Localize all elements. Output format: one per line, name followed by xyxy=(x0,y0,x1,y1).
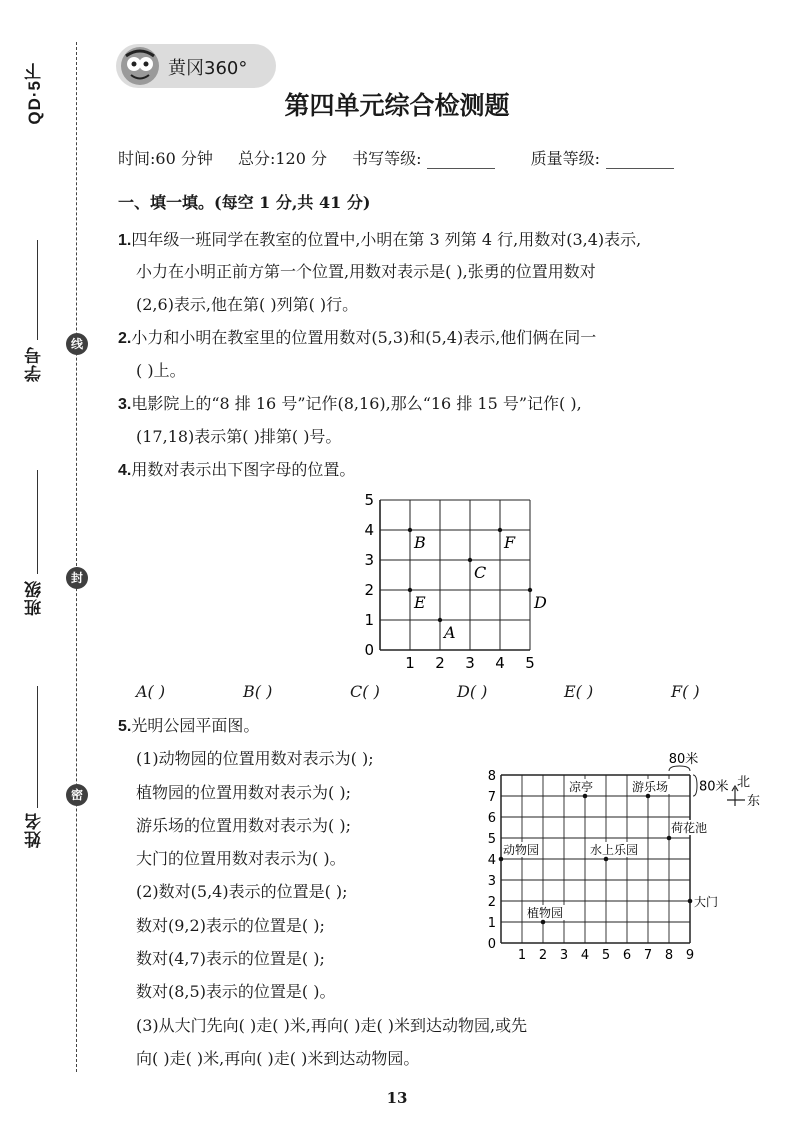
y-tick-label: 2 xyxy=(364,581,374,599)
x-tick-label: 6 xyxy=(622,948,632,963)
place-point xyxy=(541,920,546,925)
place-label: 游乐场 xyxy=(632,780,669,794)
x-tick-label: 9 xyxy=(685,948,695,963)
section-heading: 一、填一填。(每空 1 分,共 41 分) xyxy=(118,193,371,212)
q5-line: 大门的位置用数对表示为( )。 xyxy=(136,849,346,868)
letter-answers-row xyxy=(136,682,778,701)
point-label: D xyxy=(534,593,547,612)
writing-grade-label: 书写等级: xyxy=(352,149,422,168)
point-d xyxy=(528,588,532,592)
q5-line: 游乐场的位置用数对表示为( ); xyxy=(136,816,351,835)
point-f xyxy=(498,528,502,532)
question-text: 小力和小明在教室里的位置用数对(5,3)和(5,4)表示,他们俩在同一 xyxy=(131,328,597,347)
binding-dashed-line xyxy=(76,42,77,1072)
scale-x-label: 80米 xyxy=(668,752,699,767)
quality-grade-blank[interactable] xyxy=(606,168,674,169)
name-label: 姓名 xyxy=(25,812,45,848)
point-e xyxy=(408,588,412,592)
compass-north-label: 北 xyxy=(737,775,751,790)
student-no-label: 学号 xyxy=(25,346,45,382)
point-label: C xyxy=(474,563,487,582)
x-tick-label: 3 xyxy=(559,948,569,963)
seal-secret-marker: 密 xyxy=(66,784,88,806)
q5-line: 向( )走( )米,再向( )走( )米到达动物园。 xyxy=(136,1049,420,1068)
exam-meta-row xyxy=(118,146,680,169)
y-tick-label: 3 xyxy=(364,551,374,569)
name-blank xyxy=(37,686,38,808)
question-text: 光明公园平面图。 xyxy=(131,716,260,735)
q5-line: 数对(8,5)表示的位置是( )。 xyxy=(136,982,336,1001)
answer-c: C( ) xyxy=(350,682,380,701)
class-blank xyxy=(37,470,38,574)
question-3 xyxy=(118,394,582,415)
writing-grade-blank[interactable] xyxy=(427,168,495,169)
place-label: 凉亭 xyxy=(569,780,594,794)
seal-seal-marker: 封 xyxy=(66,567,88,589)
y-tick-label: 5 xyxy=(364,492,374,509)
point-label: A xyxy=(444,623,456,642)
question-text: 电影院上的“8 排 16 号”记作(8,16),那么“16 排 15 号”记作( ), xyxy=(131,394,582,413)
y-tick-label: 2 xyxy=(487,895,496,910)
q5-line: 数对(4,7)表示的位置是( ); xyxy=(136,949,325,968)
mascot-logo-icon xyxy=(118,44,162,88)
q5-line: 数对(9,2)表示的位置是( ); xyxy=(136,916,325,935)
y-tick-label: 1 xyxy=(487,916,496,931)
answer-a: A( ) xyxy=(136,682,166,701)
page-number: 13 xyxy=(386,1089,408,1107)
question-number: 1. xyxy=(118,232,132,249)
question-4 xyxy=(118,460,355,481)
place-label: 水上乐园 xyxy=(590,843,639,857)
y-tick-label: 7 xyxy=(487,790,496,805)
question-1 xyxy=(118,230,641,251)
q5-line: (1)动物园的位置用数对表示为( ); xyxy=(136,749,374,768)
point-label: F xyxy=(504,533,516,552)
place-point xyxy=(646,794,651,799)
question-text: 四年级一班同学在教室的位置中,小明在第 3 列第 4 行,用数对(3,4)表示, xyxy=(131,230,642,249)
question-5 xyxy=(118,716,259,737)
question-text: ( )上。 xyxy=(136,361,186,380)
answer-e: E( ) xyxy=(564,682,594,701)
point-label: E xyxy=(414,593,426,612)
x-tick-label: 8 xyxy=(664,948,674,963)
x-tick-label: 4 xyxy=(495,654,505,672)
x-tick-label: 3 xyxy=(465,654,475,672)
time-limit: 时间:60 分钟 xyxy=(118,149,213,168)
q5-line: (2)数对(5,4)表示的位置是( ); xyxy=(136,882,348,901)
y-tick-label: 5 xyxy=(487,832,496,847)
x-tick-label: 7 xyxy=(643,948,653,963)
answer-d: D( ) xyxy=(457,682,488,701)
question-2 xyxy=(118,328,596,349)
park-map-chart xyxy=(480,750,774,965)
class-label: 班级 xyxy=(25,580,45,616)
place-point xyxy=(667,836,672,841)
question-text: (2,6)表示,他在第( )列第( )行。 xyxy=(136,295,359,314)
place-point xyxy=(604,857,609,862)
scale-brace-vertical xyxy=(693,775,697,796)
x-tick-label: 2 xyxy=(435,654,445,672)
y-tick-label: 6 xyxy=(487,811,496,826)
point-b xyxy=(408,528,412,532)
badge-text: 黄冈360° xyxy=(168,58,248,79)
page-title: 第四单元综合检测题 xyxy=(284,91,510,120)
point-label: B xyxy=(414,533,426,552)
place-label: 植物园 xyxy=(527,906,564,920)
place-label: 荷花池 xyxy=(671,821,708,835)
place-point xyxy=(688,899,693,904)
y-tick-label: 1 xyxy=(364,611,374,629)
letter-grid-chart xyxy=(360,492,560,672)
question-number: 5. xyxy=(118,718,132,735)
place-point xyxy=(583,794,588,799)
y-tick-label: 8 xyxy=(487,769,496,784)
y-tick-label: 0 xyxy=(364,641,374,659)
q5-line: 植物园的位置用数对表示为( ); xyxy=(136,783,351,802)
total-score: 总分:120 分 xyxy=(237,149,327,168)
point-a xyxy=(438,618,442,622)
place-label: 大门 xyxy=(694,895,719,909)
place-point xyxy=(499,857,504,862)
y-tick-label: 0 xyxy=(487,937,496,952)
place-label: 动物园 xyxy=(503,843,540,857)
compass-east-label: 东 xyxy=(747,794,761,809)
y-tick-label: 3 xyxy=(487,874,496,889)
question-number: 3. xyxy=(118,396,132,413)
quality-grade-label: 质量等级: xyxy=(530,149,600,168)
question-number: 2. xyxy=(118,330,132,347)
question-text: 用数对表示出下图字母的位置。 xyxy=(131,460,356,479)
x-tick-label: 5 xyxy=(601,948,611,963)
x-tick-label: 1 xyxy=(405,654,415,672)
q5-line: (3)从大门先向( )走( )米,再向( )走( )米到达动物园,或先 xyxy=(136,1016,528,1035)
y-tick-label: 4 xyxy=(364,521,374,539)
x-tick-label: 1 xyxy=(517,948,527,963)
edition-code: QD·5下 xyxy=(25,62,44,125)
scale-y-label: 80米 xyxy=(699,779,729,795)
x-tick-label: 5 xyxy=(525,654,535,672)
question-text: (17,18)表示第( )排第( )号。 xyxy=(136,427,342,446)
x-tick-label: 4 xyxy=(580,948,590,963)
answer-b: B( ) xyxy=(243,682,273,701)
x-tick-label: 2 xyxy=(538,948,548,963)
seal-line-marker: 线 xyxy=(66,333,88,355)
question-number: 4. xyxy=(118,462,132,479)
point-c xyxy=(468,558,472,562)
y-tick-label: 4 xyxy=(487,853,496,868)
answer-f: F( ) xyxy=(671,682,700,701)
question-text: 小力在小明正前方第一个位置,用数对表示是( ),张勇的位置用数对 xyxy=(136,262,596,281)
student-no-blank xyxy=(37,240,38,340)
